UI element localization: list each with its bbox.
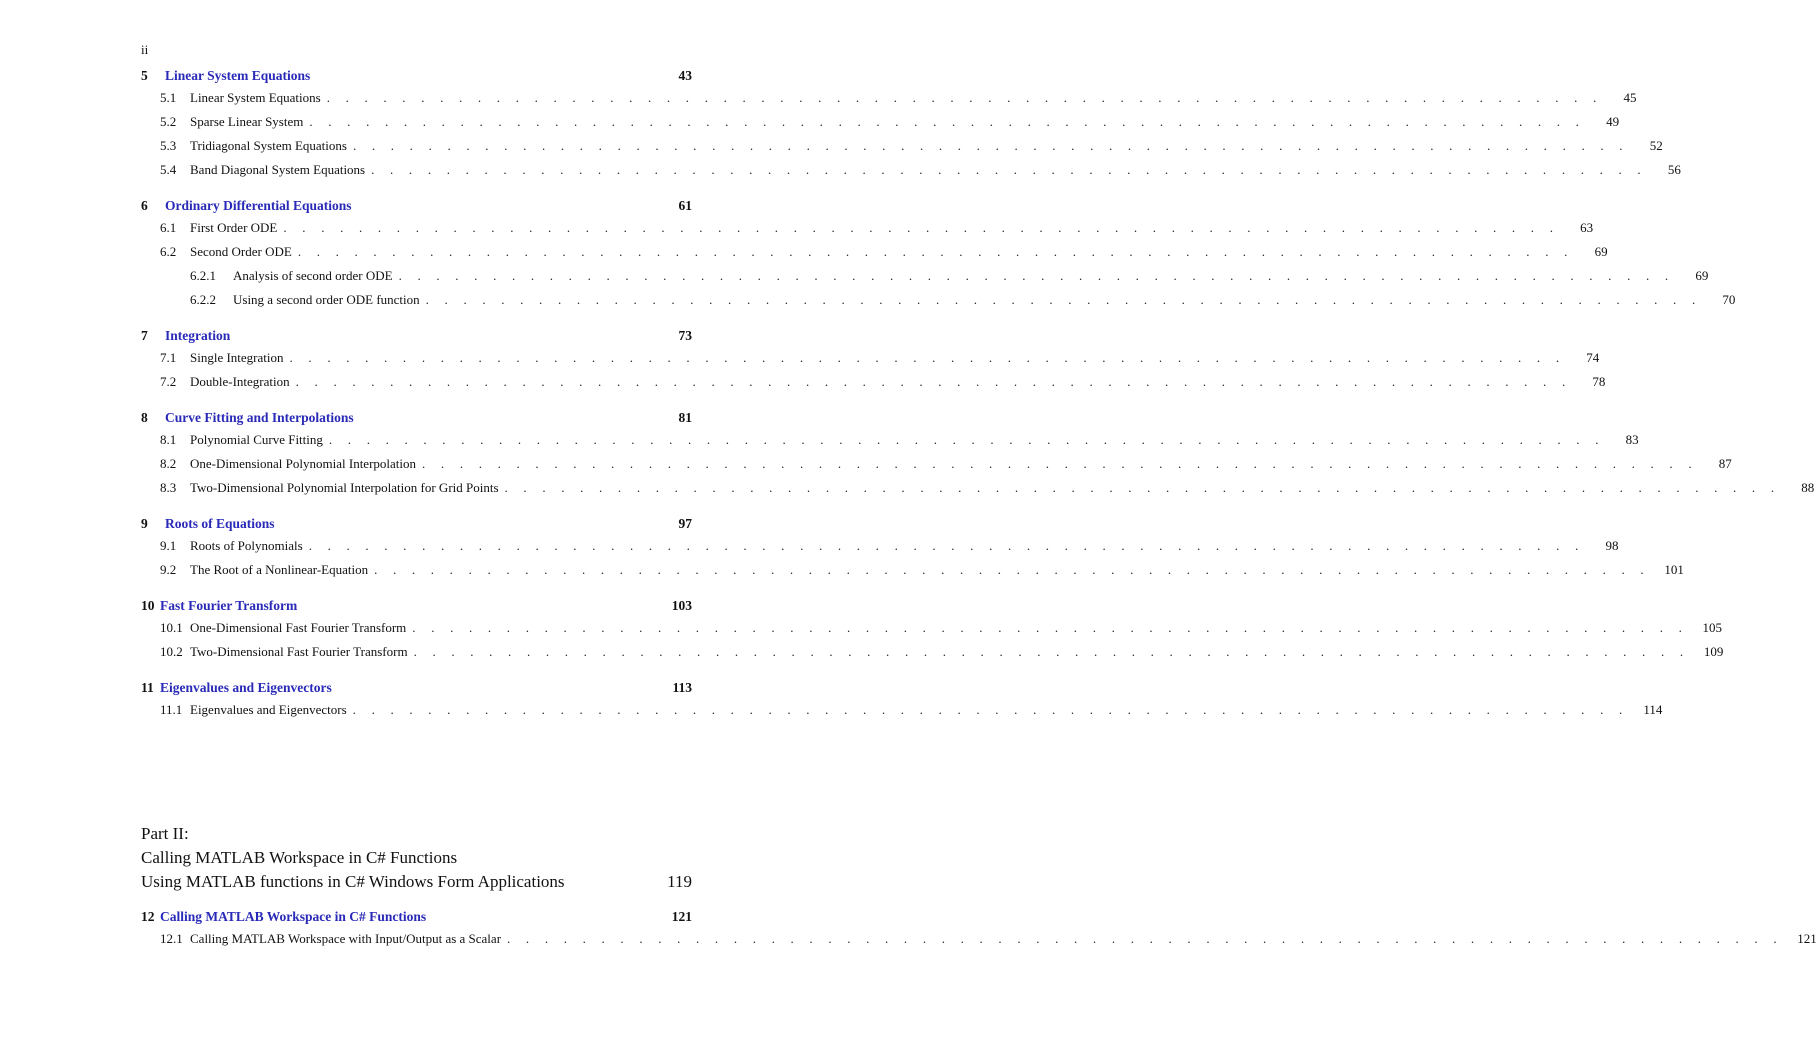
section-title: Analysis of second order ODE <box>233 268 393 283</box>
dot-leader: . . . . . . . . . . . . . . . . . . . . . . . . . . . . . . . . . . . . . . . . . . . . . . . . . . . . . . . . . . . . . . . . . . . . <box>295 374 1572 389</box>
chapter-number: 12 <box>141 909 155 924</box>
section-number: 9.2 <box>160 562 177 577</box>
section-page-number: 121 <box>1797 931 1817 946</box>
toc-chapter <box>141 909 1817 955</box>
part-title-line-1: Calling MATLAB Workspace in C# Functions <box>141 848 458 867</box>
section-number: 8.2 <box>160 456 177 471</box>
part-heading <box>141 824 692 896</box>
chapter-page-number: 61 <box>678 198 692 213</box>
section-row[interactable] <box>141 90 1637 114</box>
section-number: 10.1 <box>160 620 183 635</box>
dot-leader: . . . . . . . . . . . . . . . . . . . . . . . . . . . . . . . . . . . . . . . . . . . . . . . . . . . . . . . . . . . . . . . . . . . . <box>398 268 1675 283</box>
section-title: Two-Dimensional Fast Fourier Transform <box>190 644 408 659</box>
section-title: Band Diagonal System Equations <box>190 162 366 177</box>
section-title: Roots of Polynomials <box>190 538 303 553</box>
part-label: Part II: <box>141 824 189 843</box>
section-row[interactable] <box>141 374 1606 398</box>
section-title: Using a second order ODE function <box>233 292 420 307</box>
section-title: Eigenvalues and Eigenvectors <box>190 702 347 717</box>
section-title: One-Dimensional Fast Fourier Transform <box>190 620 407 635</box>
section-title: One-Dimensional Polynomial Interpolation <box>190 456 417 471</box>
chapter-title-link[interactable]: Roots of Equations <box>165 516 275 531</box>
section-number: 8.3 <box>160 480 177 495</box>
section-page-number: 98 <box>1605 538 1619 553</box>
section-page-number: 52 <box>1649 138 1663 153</box>
section-number: 7.1 <box>160 350 177 365</box>
section-number: 6.1 <box>160 220 177 235</box>
section-title: Calling MATLAB Workspace with Input/Output as a Scalar <box>190 931 502 946</box>
chapter-number: 11 <box>141 680 154 695</box>
section-page-number: 63 <box>1580 220 1594 235</box>
chapter-row[interactable] <box>141 598 692 620</box>
dot-leader: . . . . . . . . . . . . . . . . . . . . . . . . . . . . . . . . . . . . . . . . . . . . . . . . . . . . . . . . . . . . . . . . . . . . <box>507 931 1783 946</box>
section-row[interactable] <box>141 244 1608 268</box>
dot-leader: . . . . . . . . . . . . . . . . . . . . . . . . . . . . . . . . . . . . . . . . . . . . . . . . . . . . . . . . . . . . . . . . . . . . <box>425 292 1702 307</box>
chapter-row[interactable] <box>141 410 692 432</box>
section-number: 5.1 <box>160 90 177 105</box>
chapter-title-link[interactable]: Calling MATLAB Workspace in C# Functions <box>160 909 427 924</box>
section-number: 8.1 <box>160 432 177 447</box>
chapter-number: 7 <box>141 328 148 343</box>
chapter-page-number: 103 <box>671 598 692 613</box>
section-row[interactable] <box>141 432 1639 456</box>
section-page-number: 87 <box>1718 456 1732 471</box>
dot-leader: . . . . . . . . . . . . . . . . . . . . . . . . . . . . . . . . . . . . . . . . . . . . . . . . . . . . . . . . . . . . . . . . . . . . <box>422 456 1698 471</box>
section-number: 9.1 <box>160 538 177 553</box>
section-page-number: 101 <box>1664 562 1684 577</box>
dot-leader: . . . . . . . . . . . . . . . . . . . . . . . . . . . . . . . . . . . . . . . . . . . . . . . . . . . . . . . . . . . . . . . . . . . . <box>308 538 1585 553</box>
section-page-number: 70 <box>1722 292 1736 307</box>
chapter-number: 9 <box>141 516 148 531</box>
section-page-number: 83 <box>1625 432 1639 447</box>
section-row[interactable] <box>141 538 1619 562</box>
section-row[interactable] <box>141 644 1724 668</box>
chapter-number: 5 <box>141 68 148 83</box>
chapter-number: 6 <box>141 198 148 213</box>
chapter-number: 10 <box>141 598 155 613</box>
toc-chapter <box>141 328 1606 398</box>
toc-chapter <box>141 516 1684 586</box>
section-row[interactable] <box>141 350 1600 374</box>
chapter-row[interactable] <box>141 680 692 702</box>
chapter-row[interactable] <box>141 68 692 90</box>
dot-leader: . . . . . . . . . . . . . . . . . . . . . . . . . . . . . . . . . . . . . . . . . . . . . . . . . . . . . . . . . . . . . . . . . . . . <box>504 480 1781 495</box>
dot-leader: . . . . . . . . . . . . . . . . . . . . . . . . . . . . . . . . . . . . . . . . . . . . . . . . . . . . . . . . . . . . . . . . . . . . <box>326 90 1603 105</box>
section-row[interactable] <box>141 220 1594 244</box>
chapter-page-number: 81 <box>678 410 692 425</box>
section-row[interactable] <box>141 931 1817 955</box>
section-title: Two-Dimensional Polynomial Interpolation for Grid Points <box>190 480 499 495</box>
chapter-title-link[interactable]: Integration <box>165 328 231 343</box>
part-page-number: 119 <box>667 872 692 891</box>
section-title: Tridiagonal System Equations <box>190 138 347 153</box>
dot-leader: . . . . . . . . . . . . . . . . . . . . . . . . . . . . . . . . . . . . . . . . . . . . . . . . . . . . . . . . . . . . . . . . . . . . <box>328 432 1605 447</box>
section-page-number: 49 <box>1606 114 1620 129</box>
chapter-page-number: 43 <box>678 68 692 83</box>
section-page-number: 74 <box>1586 350 1600 365</box>
dot-leader: . . . . . . . . . . . . . . . . . . . . . . . . . . . . . . . . . . . . . . . . . . . . . . . . . . . . . . . . . . . . . . . . . . . . <box>374 562 1650 577</box>
section-title: Second Order ODE <box>190 244 292 259</box>
section-title: Sparse Linear System <box>190 114 304 129</box>
chapter-page-number: 113 <box>672 680 692 695</box>
section-row[interactable] <box>141 480 1815 504</box>
section-row[interactable] <box>141 702 1663 726</box>
chapter-page-number: 121 <box>671 909 692 924</box>
section-title: Polynomial Curve Fitting <box>190 432 323 447</box>
dot-leader: . . . . . . . . . . . . . . . . . . . . . . . . . . . . . . . . . . . . . . . . . . . . . . . . . . . . . . . . . . . . . . . . . . . . <box>412 620 1689 635</box>
dot-leader: . . . . . . . . . . . . . . . . . . . . . . . . . . . . . . . . . . . . . . . . . . . . . . . . . . . . . . . . . . . . . . . . . . . . <box>371 162 1647 177</box>
chapter-row[interactable] <box>141 328 692 350</box>
chapter-row[interactable] <box>141 198 692 220</box>
section-number: 5.3 <box>160 138 177 153</box>
section-number: 6.2.1 <box>190 268 216 283</box>
section-row[interactable] <box>141 620 1723 644</box>
toc-chapter <box>141 680 1663 726</box>
chapter-page-number: 73 <box>678 328 692 343</box>
dot-leader: . . . . . . . . . . . . . . . . . . . . . . . . . . . . . . . . . . . . . . . . . . . . . . . . . . . . . . . . . . . . . . . . . . . . <box>309 114 1586 129</box>
section-number: 7.2 <box>160 374 177 389</box>
section-title: The Root of a Nonlinear-Equation <box>190 562 369 577</box>
section-row[interactable] <box>141 292 1736 316</box>
page-number: ii <box>141 42 149 57</box>
dot-leader: . . . . . . . . . . . . . . . . . . . . . . . . . . . . . . . . . . . . . . . . . . . . . . . . . . . . . . . . . . . . . . . . . . . . <box>352 138 1629 153</box>
part-title-line-2: Using MATLAB functions in C# Windows Form Applications <box>141 872 565 891</box>
section-row[interactable] <box>141 138 1663 162</box>
section-page-number: 105 <box>1702 620 1723 635</box>
chapter-title-link[interactable]: Fast Fourier Transform <box>160 598 298 613</box>
section-page-number: 78 <box>1592 374 1606 389</box>
chapter-number: 8 <box>141 410 148 425</box>
dot-leader: . . . . . . . . . . . . . . . . . . . . . . . . . . . . . . . . . . . . . . . . . . . . . . . . . . . . . . . . . . . . . . . . . . . . <box>352 702 1629 717</box>
section-page-number: 69 <box>1594 244 1608 259</box>
section-row[interactable] <box>141 268 1709 292</box>
dot-leader: . . . . . . . . . . . . . . . . . . . . . . . . . . . . . . . . . . . . . . . . . . . . . . . . . . . . . . . . . . . . . . . . . . . . <box>283 220 1560 235</box>
chapter-row[interactable] <box>141 516 692 538</box>
toc-chapter <box>141 410 1815 504</box>
chapter-title-link[interactable]: Eigenvalues and Eigenvectors <box>160 680 332 695</box>
section-page-number: 45 <box>1623 90 1637 105</box>
toc-chapter <box>141 68 1681 186</box>
section-page-number: 88 <box>1801 480 1815 495</box>
chapter-title-link[interactable]: Curve Fitting and Interpolations <box>165 410 354 425</box>
section-number: 6.2.2 <box>190 292 216 307</box>
section-title: Linear System Equations <box>190 90 321 105</box>
section-number: 10.2 <box>160 644 183 659</box>
section-page-number: 56 <box>1667 162 1681 177</box>
section-page-number: 69 <box>1695 268 1709 283</box>
chapter-title-link[interactable]: Ordinary Differential Equations <box>165 198 352 213</box>
table-of-contents-part-2 <box>141 909 1817 967</box>
section-number: 5.2 <box>160 114 177 129</box>
toc-chapter <box>141 198 1736 316</box>
section-page-number: 109 <box>1703 644 1724 659</box>
section-number: 5.4 <box>160 162 177 177</box>
table-of-contents <box>141 68 1815 738</box>
section-row[interactable] <box>141 562 1684 586</box>
toc-chapter <box>141 598 1724 668</box>
section-title: Double-Integration <box>190 374 290 389</box>
chapter-row[interactable] <box>141 909 692 931</box>
section-number: 11.1 <box>160 702 183 717</box>
section-page-number: 114 <box>1643 702 1663 717</box>
chapter-page-number: 97 <box>678 516 692 531</box>
dot-leader: . . . . . . . . . . . . . . . . . . . . . . . . . . . . . . . . . . . . . . . . . . . . . . . . . . . . . . . . . . . . . . . . . . . . <box>289 350 1566 365</box>
section-title: First Order ODE <box>190 220 278 235</box>
dot-leader: . . . . . . . . . . . . . . . . . . . . . . . . . . . . . . . . . . . . . . . . . . . . . . . . . . . . . . . . . . . . . . . . . . . . <box>413 644 1690 659</box>
chapter-title-link[interactable]: Linear System Equations <box>165 68 311 83</box>
section-number: 12.1 <box>160 931 183 946</box>
section-title: Single Integration <box>190 350 284 365</box>
section-row[interactable] <box>141 162 1681 186</box>
dot-leader: . . . . . . . . . . . . . . . . . . . . . . . . . . . . . . . . . . . . . . . . . . . . . . . . . . . . . . . . . . . . . . . . . . . . <box>297 244 1574 259</box>
section-number: 6.2 <box>160 244 177 259</box>
section-row[interactable] <box>141 114 1620 138</box>
section-row[interactable] <box>141 456 1732 480</box>
